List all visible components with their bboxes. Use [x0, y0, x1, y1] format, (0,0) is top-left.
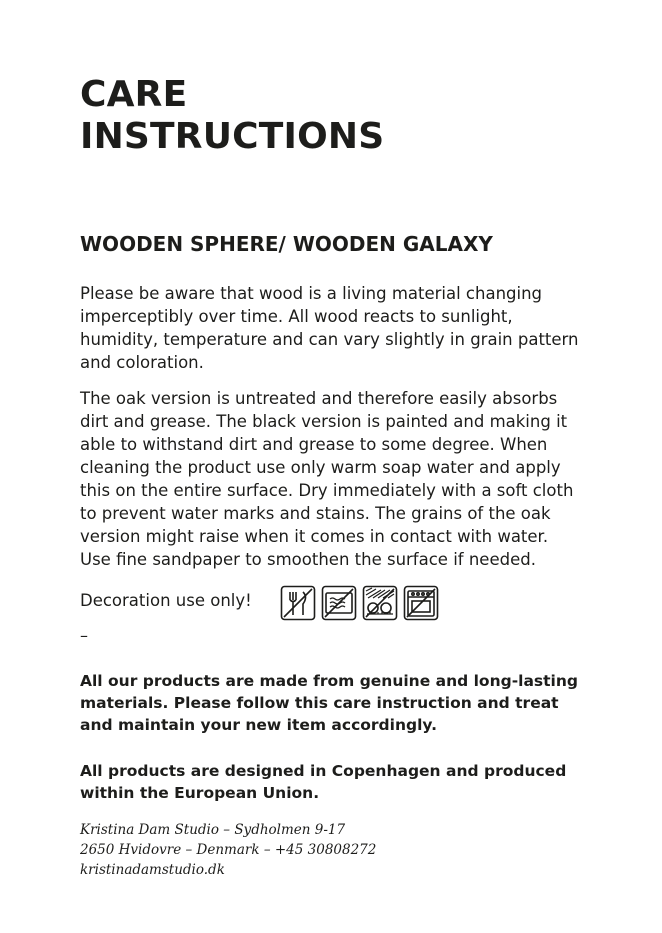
statement-line: materials. Please follow this care instruction and treat: [80, 694, 559, 712]
paragraph-line: imperceptibly over time. All wood reacts to sunlight,: [80, 307, 513, 326]
no-microwave-icon: [321, 585, 357, 621]
quality-statement: [80, 670, 578, 736]
paragraph-line: The oak version is untreated and therefore easily absorbs: [80, 389, 558, 408]
company-address: [80, 820, 376, 880]
paragraph-line: dirt and grease. The black version is painted and making it: [80, 412, 568, 431]
separator-dash: –: [80, 626, 88, 645]
statement-line: within the European Union.: [80, 784, 320, 802]
no-dishwasher-icon: [362, 585, 398, 621]
decoration-note: Decoration use only!: [80, 591, 252, 610]
paragraph-line: cleaning the product use only warm soap water and apply: [80, 458, 561, 477]
origin-statement: [80, 760, 566, 804]
paragraph-line: and coloration.: [80, 353, 204, 372]
wood-material-paragraph: [80, 282, 578, 374]
statement-line: All our products are made from genuine and long-lasting: [80, 672, 578, 690]
address-line: Kristina Dam Studio – Sydholmen 9-17: [80, 822, 346, 838]
website: kristinadamstudio.dk: [80, 862, 225, 878]
paragraph-line: version might raise when it comes in contact with water.: [80, 527, 549, 546]
paragraph-line: Use fine sandpaper to smoothen the surface if needed.: [80, 550, 536, 569]
paragraph-line: this on the entire surface. Dry immediately with a soft cloth: [80, 481, 574, 500]
title-line-1: CARE: [80, 74, 188, 115]
address-line: 2650 Hvidovre – Denmark – +45 30808272: [80, 842, 377, 858]
paragraph-line: able to withstand dirt and grease to some degree. When: [80, 435, 548, 454]
product-name: WOODEN SPHERE/ WOODEN GALAXY: [80, 232, 493, 256]
care-icons: [280, 585, 439, 621]
paragraph-line: humidity, temperature and can vary slightly in grain pattern: [80, 330, 579, 349]
no-food-contact-icon: [280, 585, 316, 621]
paragraph-line: to prevent water marks and stains. The grains of the oak: [80, 504, 551, 523]
cleaning-paragraph: [80, 387, 573, 571]
page-title: [80, 74, 384, 158]
title-line-2: INSTRUCTIONS: [80, 116, 385, 157]
statement-line: All products are designed in Copenhagen and produced: [80, 762, 567, 780]
paragraph-line: Please be aware that wood is a living material changing: [80, 284, 543, 303]
statement-line: and maintain your new item accordingly.: [80, 716, 437, 734]
no-oven-icon: [403, 585, 439, 621]
